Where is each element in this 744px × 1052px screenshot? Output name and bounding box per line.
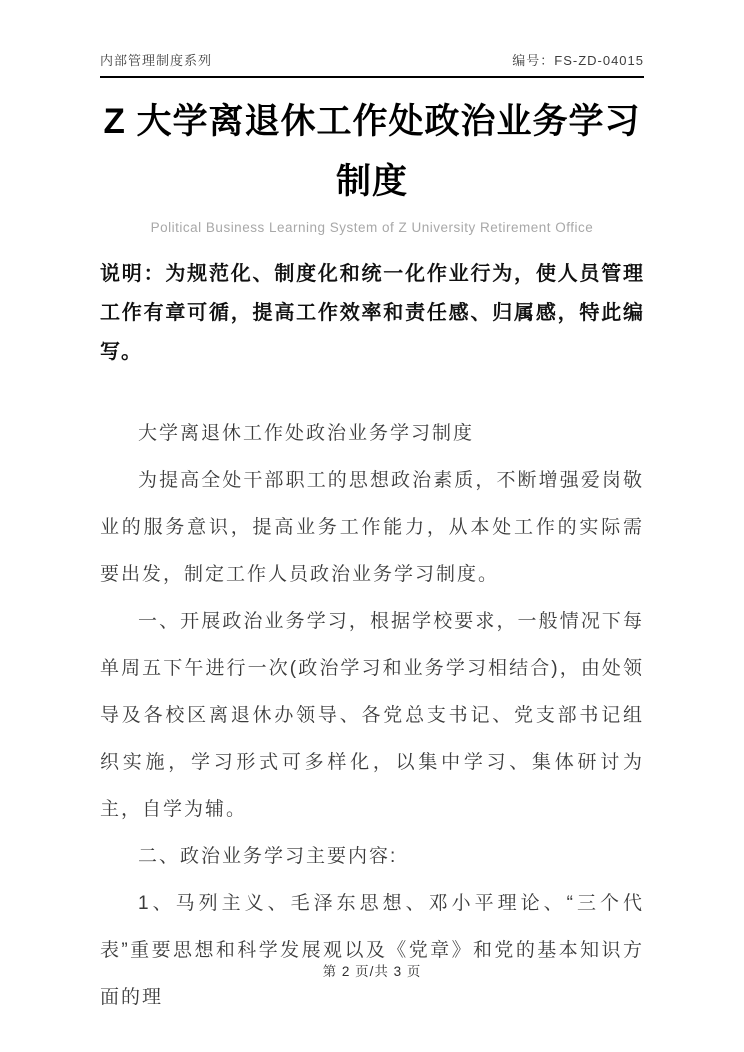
document-title: Z 大学离退休工作处政治业务学习制度 — [103, 102, 641, 201]
body-paragraph-item-2-sub-1: 1、马列主义、毛泽东思想、邓小平理论、“三个代表”重要思想和科学发展观以及《党章》和党的基本知识方面的理 — [100, 893, 644, 1008]
body-paragraph-heading: 大学离退休工作处政治业务学习制度 — [138, 423, 475, 444]
header-doc-code: 编号：FS-ZD-04015 — [512, 53, 644, 68]
document-header — [100, 0, 644, 78]
document-subtitle-english: Political Business Learning System of Z University Retirement Office — [150, 220, 594, 235]
body-paragraph-intro: 为提高全处干部职工的思想政治素质，不断增强爱岗敬业的服务意识，提高业务工作能力，从本处工作的实际需要出发，制定工作人员政治业务学习制度。 — [100, 470, 644, 585]
body-paragraph-item-2: 二、政治业务学习主要内容: — [138, 846, 398, 867]
page-footer — [0, 960, 744, 980]
document-body — [100, 410, 644, 1021]
page-number-indicator: 第 2 页/共 3 页 — [322, 964, 422, 979]
body-paragraph-item-1: 一、开展政治业务学习，根据学校要求，一般情况下每单周五下午进行一次(政治学习和业务学习相结合)，由处领导及各校区离退休办领导、各党总支书记、党支部书记组织实施，学习形式可多样化，以集中学习、集体研讨为主，自学为辅。 — [100, 611, 644, 820]
header-series-label: 内部管理制度系列 — [100, 53, 213, 68]
notice-paragraph: 说明：为规范化、制度化和统一化作业行为，使人员管理工作有章可循，提高工作效率和责任感、归属感，特此编写。 — [100, 263, 644, 363]
